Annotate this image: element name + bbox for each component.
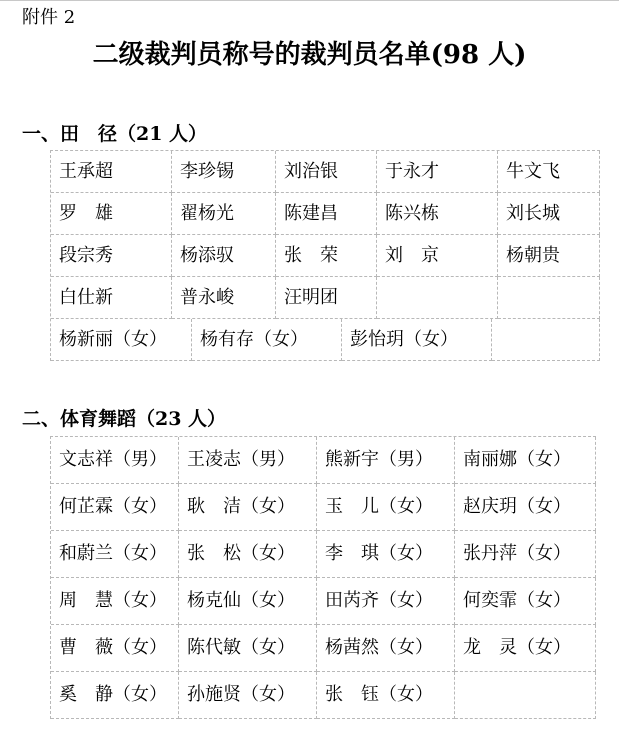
track-field-name-table	[50, 150, 600, 361]
name-cell: 王凌志（男）	[179, 437, 317, 484]
name-cell: 陈建昌	[276, 193, 377, 235]
name-cell: 文志祥（男）	[51, 437, 179, 484]
name-cell: 汪明团	[276, 277, 377, 319]
name-cell: 刘长城	[498, 193, 600, 235]
name-cell: 陈代敏（女）	[179, 625, 317, 672]
table-row	[51, 484, 596, 531]
empty-cell	[498, 277, 600, 319]
name-cell: 罗 雄	[51, 193, 172, 235]
name-cell: 孙施贤（女）	[179, 672, 317, 719]
name-cell: 李 琪（女）	[317, 531, 455, 578]
name-cell: 王承超	[51, 151, 172, 193]
name-cell: 陈兴栋	[377, 193, 498, 235]
name-cell: 张 松（女）	[179, 531, 317, 578]
name-cell: 张丹萍（女）	[455, 531, 596, 578]
name-cell: 奚 静（女）	[51, 672, 179, 719]
name-cell: 刘治银	[276, 151, 377, 193]
empty-cell	[455, 672, 596, 719]
name-cell: 龙 灵（女）	[455, 625, 596, 672]
name-cell: 何芷霖（女）	[51, 484, 179, 531]
table-row	[51, 151, 600, 193]
name-cell: 张 钰（女）	[317, 672, 455, 719]
table-row	[51, 625, 596, 672]
table-row	[51, 578, 596, 625]
name-cell: 曹 薇（女）	[51, 625, 179, 672]
name-cell: 张 荣	[276, 235, 377, 277]
name-cell: 彭怡玥（女）	[342, 319, 492, 361]
page-top-border	[0, 0, 619, 1]
name-cell: 杨新丽（女）	[51, 319, 192, 361]
table-row	[51, 437, 596, 484]
name-cell: 熊新宇（男）	[317, 437, 455, 484]
name-cell: 周 慧（女）	[51, 578, 179, 625]
table-row	[51, 672, 596, 719]
table-row	[51, 193, 600, 235]
name-cell: 赵庆玥（女）	[455, 484, 596, 531]
document-title: 二级裁判员称号的裁判员名单(98 人)	[92, 40, 527, 70]
name-cell: 段宗秀	[51, 235, 172, 277]
table-row	[51, 277, 600, 319]
table-row	[51, 531, 596, 578]
name-cell: 南丽娜（女）	[455, 437, 596, 484]
name-cell: 牛文飞	[498, 151, 600, 193]
section-heading-track-field: 一、田 径（21 人）	[22, 123, 208, 145]
table-row	[51, 319, 600, 361]
name-cell: 白仕新	[51, 277, 172, 319]
name-cell: 翟杨光	[172, 193, 276, 235]
empty-cell	[492, 319, 600, 361]
table-row	[51, 235, 600, 277]
name-cell: 李珍锡	[172, 151, 276, 193]
attachment-label: 附件 2	[22, 7, 76, 28]
name-cell: 杨克仙（女）	[179, 578, 317, 625]
name-cell: 于永才	[377, 151, 498, 193]
name-cell: 和蔚兰（女）	[51, 531, 179, 578]
name-cell: 普永峻	[172, 277, 276, 319]
name-cell: 玉 儿（女）	[317, 484, 455, 531]
dance-sport-name-table	[50, 436, 596, 719]
name-cell: 杨朝贵	[498, 235, 600, 277]
name-cell: 刘 京	[377, 235, 498, 277]
name-cell: 田芮齐（女）	[317, 578, 455, 625]
name-cell: 耿 洁（女）	[179, 484, 317, 531]
name-cell: 杨茜然（女）	[317, 625, 455, 672]
section-heading-dance-sport: 二、体育舞蹈（23 人）	[22, 408, 227, 430]
name-cell: 何奕霏（女）	[455, 578, 596, 625]
empty-cell	[377, 277, 498, 319]
name-cell: 杨有存（女）	[192, 319, 342, 361]
name-cell: 杨添驭	[172, 235, 276, 277]
